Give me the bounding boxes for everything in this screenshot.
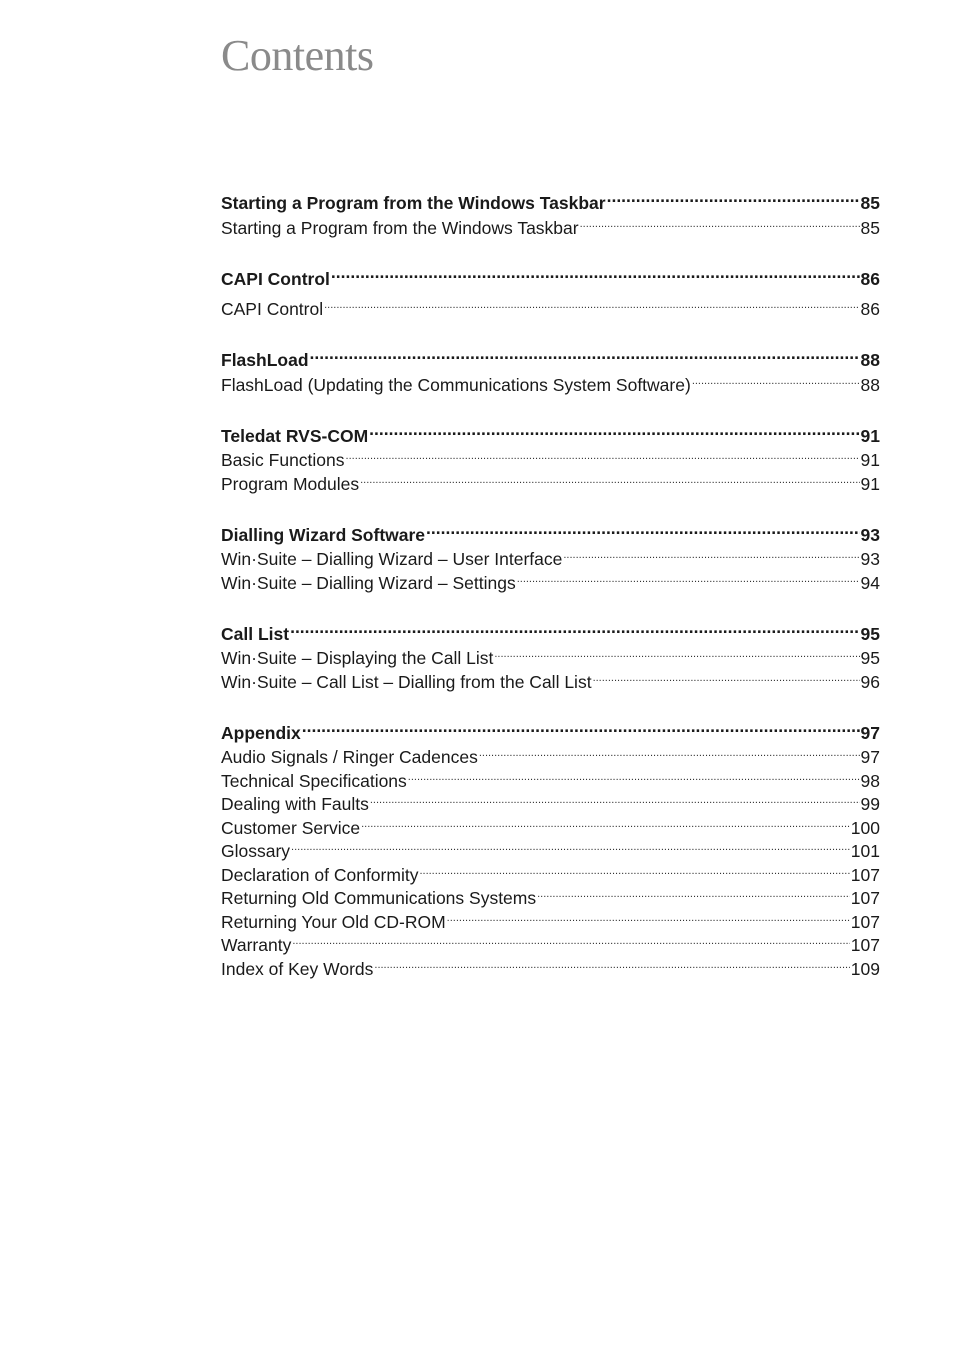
toc-section: [221, 720, 880, 981]
toc-entry[interactable]: [221, 887, 880, 911]
dot-leader: [331, 267, 860, 285]
toc-entry[interactable]: [221, 746, 880, 770]
toc-entry-label: Dealing with Faults: [221, 794, 369, 814]
dot-leader: [360, 472, 859, 490]
dot-leader: [302, 721, 860, 739]
toc-heading-page: 97: [860, 722, 880, 743]
toc-entry-label: Win·Suite – Dialling Wizard – Settings: [221, 572, 516, 593]
toc-entry-label: Returning Old Communications Systems: [221, 888, 537, 908]
toc-entry[interactable]: [221, 769, 880, 793]
toc-entry-label: Starting a Program from the Windows Taskbar: [221, 217, 579, 238]
toc-entry-page: 91: [860, 473, 880, 494]
toc-entry-label: Declaration of Conformity: [221, 864, 419, 885]
toc-heading[interactable]: [221, 720, 880, 746]
toc-entry[interactable]: [221, 670, 880, 694]
toc-heading[interactable]: [221, 347, 880, 373]
toc-entry-page: 107: [850, 864, 880, 885]
toc-entry-page: 86: [860, 299, 880, 319]
toc-section: [221, 266, 880, 322]
toc-heading[interactable]: [221, 190, 880, 216]
toc-heading[interactable]: [221, 266, 880, 292]
dot-leader: [346, 449, 860, 467]
table-of-contents: [221, 190, 880, 1007]
toc-heading-label: Call List: [221, 623, 290, 644]
toc-entry-page: 100: [850, 817, 880, 838]
toc-entry[interactable]: [221, 548, 880, 572]
dot-leader: [479, 746, 860, 764]
dot-leader: [369, 424, 859, 442]
toc-entry-page: 93: [860, 549, 880, 569]
toc-heading[interactable]: [221, 522, 880, 548]
dot-leader: [517, 571, 860, 589]
toc-heading-label: Starting a Program from the Windows Taskbar: [221, 193, 606, 213]
dot-leader: [408, 769, 860, 787]
toc-entry-label: Technical Specifications: [221, 770, 407, 791]
toc-entry[interactable]: [221, 298, 880, 322]
toc-heading-page: 95: [860, 623, 880, 644]
toc-entry-label: Win·Suite – Call List – Dialling from the Call List: [221, 671, 592, 692]
toc-entry-page: 101: [850, 841, 880, 861]
dot-leader: [426, 523, 859, 541]
dot-leader: [563, 548, 859, 566]
toc-entry-label: Win·Suite – Displaying the Call List: [221, 648, 494, 668]
toc-entry[interactable]: [221, 863, 880, 887]
dot-leader: [324, 298, 859, 316]
dot-leader: [310, 349, 860, 367]
toc-entry-page: 88: [860, 374, 880, 395]
toc-entry[interactable]: [221, 840, 880, 864]
toc-entry-page: 96: [860, 671, 880, 692]
toc-entry-page: 94: [860, 572, 880, 593]
toc-entry-page: 107: [850, 888, 880, 908]
toc-heading[interactable]: [221, 621, 880, 647]
page-title: Contents: [221, 31, 374, 80]
dot-leader: [292, 934, 849, 952]
toc-entry-page: 98: [860, 770, 880, 791]
toc-entry-page: 107: [850, 911, 880, 932]
toc-entry-page: 107: [850, 935, 880, 955]
toc-entry[interactable]: [221, 957, 880, 981]
toc-entry-label: Warranty: [221, 935, 292, 955]
toc-heading[interactable]: [221, 423, 880, 449]
dot-leader: [580, 216, 860, 234]
toc-entry-label: Returning Your Old CD-ROM: [221, 911, 446, 932]
toc-section: [221, 621, 880, 694]
toc-entry-page: 109: [850, 958, 880, 979]
dot-leader: [692, 373, 860, 391]
toc-heading-page: 91: [860, 425, 880, 446]
toc-entry-page: 99: [860, 794, 880, 814]
toc-entry[interactable]: [221, 910, 880, 934]
toc-entry-label: FlashLoad (Updating the Communications System Software): [221, 374, 691, 395]
toc-entry-label: Index of Key Words: [221, 958, 374, 979]
toc-section: [221, 347, 880, 397]
dot-leader: [419, 863, 849, 881]
toc-heading-label: FlashLoad: [221, 350, 309, 370]
dot-leader: [361, 816, 850, 834]
dot-leader: [374, 957, 849, 975]
dot-leader: [537, 887, 850, 905]
dot-leader: [291, 840, 850, 858]
toc-heading-label: Teledat RVS-COM: [221, 425, 369, 446]
toc-entry[interactable]: [221, 373, 880, 397]
toc-entry[interactable]: [221, 793, 880, 817]
toc-entry-label: Customer Service: [221, 817, 361, 838]
toc-entry-label: Program Modules: [221, 473, 360, 494]
toc-entry-page: 95: [860, 648, 880, 668]
toc-entry[interactable]: [221, 816, 880, 840]
toc-entry[interactable]: [221, 647, 880, 671]
toc-entry-page: 91: [860, 450, 880, 470]
dot-leader: [593, 670, 860, 688]
toc-section: [221, 423, 880, 496]
dot-leader: [494, 647, 859, 665]
toc-entry-label: Basic Functions: [221, 450, 345, 470]
toc-entry[interactable]: [221, 472, 880, 496]
toc-heading-label: Dialling Wizard Software: [221, 524, 426, 545]
toc-entry-label: CAPI Control: [221, 299, 324, 319]
toc-heading-page: 86: [860, 268, 880, 289]
dot-leader: [370, 793, 860, 811]
toc-entry-label: Audio Signals / Ringer Cadences: [221, 747, 478, 767]
toc-entry[interactable]: [221, 571, 880, 595]
dot-leader: [290, 622, 859, 640]
toc-entry[interactable]: [221, 216, 880, 240]
toc-heading-label: CAPI Control: [221, 268, 330, 289]
toc-entry-page: 97: [860, 747, 880, 767]
toc-heading-page: 93: [860, 524, 880, 545]
toc-entry-page: 85: [860, 217, 880, 238]
toc-section: [221, 522, 880, 595]
toc-heading-page: 85: [860, 193, 880, 213]
toc-entry-label: Win·Suite – Dialling Wizard – User Interface: [221, 549, 563, 569]
toc-entry[interactable]: [221, 934, 880, 958]
toc-entry[interactable]: [221, 449, 880, 473]
toc-section: [221, 190, 880, 240]
dot-leader: [607, 192, 860, 210]
dot-leader: [447, 910, 850, 928]
toc-entry-label: Glossary: [221, 841, 291, 861]
toc-heading-label: Appendix: [221, 722, 301, 743]
toc-heading-page: 88: [860, 350, 880, 370]
